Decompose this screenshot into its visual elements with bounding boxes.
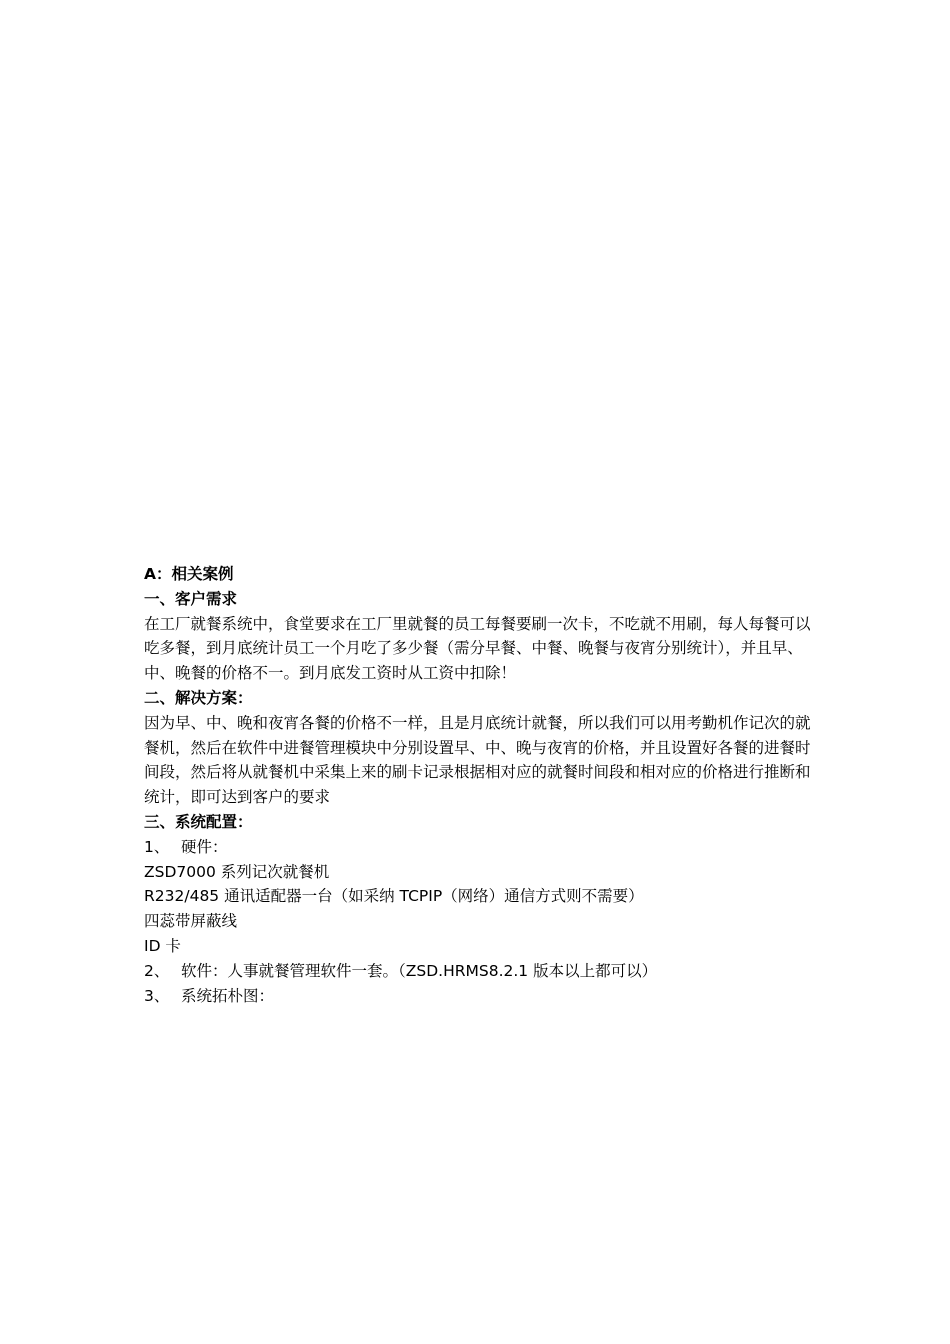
document-content (144, 562, 814, 1008)
case-heading: A：相关案例 (144, 565, 234, 583)
section2-heading: 二、解决方案： (144, 688, 253, 707)
hardware-item: ID 卡 (144, 936, 181, 955)
list-item-software (144, 959, 814, 984)
list-number: 2、 (144, 961, 170, 980)
hardware-item: ZSD7000 系列记次就餐机 (144, 862, 330, 881)
section1-body: 在工厂就餐系统中，食堂要求在工厂里就餐的员工每餐要刷一次卡，不吃就不用刷，每人每餐可以吃多餐，到月底统计员工一个月吃了多少餐（需分早餐、中餐、晚餐与夜宵分别统计），并且早、中、晚餐的价格不一。到月底发工资时从工资中扣除！ (144, 614, 811, 683)
list-number: 1、 (144, 837, 170, 856)
list-item-hardware (144, 835, 814, 860)
hardware-item: R232/485 通讯适配器一台（如采纳 TCPIP（网络）通信方式则不需要） (144, 887, 644, 906)
list-label: 系统拓朴图： (181, 986, 275, 1005)
list-item-topology (144, 984, 814, 1009)
list-number: 3、 (144, 986, 170, 1005)
list-label: 软件：人事就餐管理软件一套。（ZSD.HRMS8.2.1 版本以上都可以） (181, 961, 658, 980)
list-label: 硬件： (181, 837, 228, 856)
section3-heading: 三、系统配置： (144, 812, 253, 831)
hardware-item: 四蕊带屏蔽线 (144, 912, 238, 931)
section2-body: 因为早、中、晚和夜宵各餐的价格不一样，且是月底统计就餐，所以我们可以用考勤机作记次的就餐机，然后在软件中进餐管理模块中分别设置早、中、晚与夜宵的价格，并且设置好各餐的进餐时间段，然后将从就餐机中采集上来的刷卡记录根据相对应的就餐时间段和相对应的价格进行推断和统计，即可达到客户的要求 (144, 713, 811, 807)
section1-heading: 一、客户需求 (144, 589, 238, 608)
